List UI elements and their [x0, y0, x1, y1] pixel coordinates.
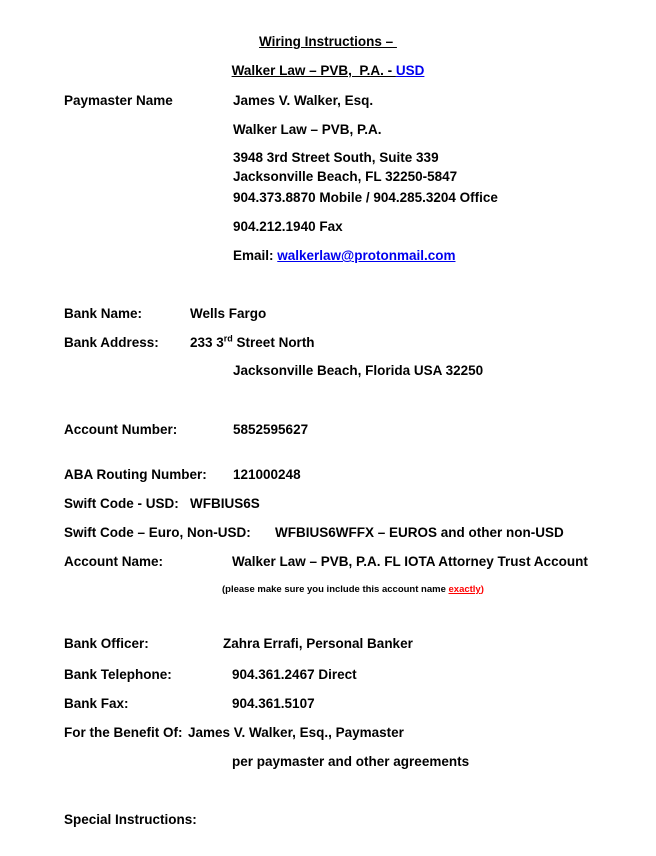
note-suffix: )	[480, 584, 484, 595]
bank-telephone-value: 904.361.2467 Direct	[232, 667, 357, 682]
paymaster-email-line	[233, 248, 455, 264]
bank-address-value	[190, 335, 315, 351]
title-line2-text: Walker Law – PVB, P.A. -	[231, 63, 396, 78]
account-name-label: Account Name:	[64, 554, 164, 569]
account-name-note	[222, 585, 484, 596]
paymaster-fax: 904.212.1940 Fax	[233, 219, 343, 234]
bank-address-city: Jacksonville Beach, Florida USA 32250	[233, 363, 484, 378]
bank-officer-label: Bank Officer:	[64, 636, 149, 651]
paymaster-firm: Walker Law – PVB, P.A.	[233, 122, 382, 137]
note-emphasis: exactly	[448, 584, 481, 595]
bank-address-ordinal: rd	[223, 333, 233, 344]
paymaster-address-line2: Jacksonville Beach, FL 32250-5847	[233, 169, 458, 184]
note-prefix: (please make sure you include this account name	[222, 584, 449, 595]
swift-usd-label: Swift Code - USD:	[64, 496, 179, 511]
bank-address-label: Bank Address:	[64, 335, 159, 350]
benefit-label: For the Benefit Of:	[64, 725, 183, 740]
swift-euro-value: WFBIUS6WFFX – EUROS and other non-USD	[275, 525, 564, 540]
title-line1-text: Wiring Instructions –	[259, 34, 397, 49]
bank-fax-value: 904.361.5107	[232, 696, 315, 711]
bank-name-value: Wells Fargo	[190, 306, 267, 321]
aba-routing-label: ABA Routing Number:	[64, 467, 207, 482]
special-instructions-label: Special Instructions:	[64, 812, 197, 827]
paymaster-address-line1: 3948 3rd Street South, Suite 339	[233, 150, 439, 165]
bank-officer-value: Zahra Errafi, Personal Banker	[223, 636, 413, 651]
bank-fax-label: Bank Fax:	[64, 696, 129, 711]
benefit-value: James V. Walker, Esq., Paymaster	[188, 725, 404, 740]
swift-usd-value: WFBIUS6S	[190, 496, 260, 511]
bank-telephone-label: Bank Telephone:	[64, 667, 172, 682]
paymaster-phones: 904.373.8870 Mobile / 904.285.3204 Office	[233, 190, 498, 205]
bank-address-number: 233 3	[190, 335, 224, 350]
swift-euro-label: Swift Code – Euro, Non-USD:	[64, 525, 251, 540]
account-number-label: Account Number:	[64, 422, 178, 437]
aba-routing-value: 121000248	[233, 467, 301, 482]
benefit-note: per paymaster and other agreements	[232, 754, 470, 769]
paymaster-name-label: Paymaster Name	[64, 93, 173, 108]
title-usd-link[interactable]: USD	[395, 63, 425, 78]
paymaster-name-value: James V. Walker, Esq.	[233, 93, 374, 108]
document-title-line2	[0, 63, 656, 79]
account-number-value: 5852595627	[233, 422, 309, 437]
bank-address-street: Street North	[232, 335, 315, 350]
document-title-line1	[0, 34, 656, 50]
email-label: Email:	[233, 248, 278, 263]
account-name-value: Walker Law – PVB, P.A. FL IOTA Attorney Trust Account	[232, 554, 588, 569]
email-link[interactable]: walkerlaw@protonmail.com	[277, 248, 456, 263]
bank-name-label: Bank Name:	[64, 306, 143, 321]
